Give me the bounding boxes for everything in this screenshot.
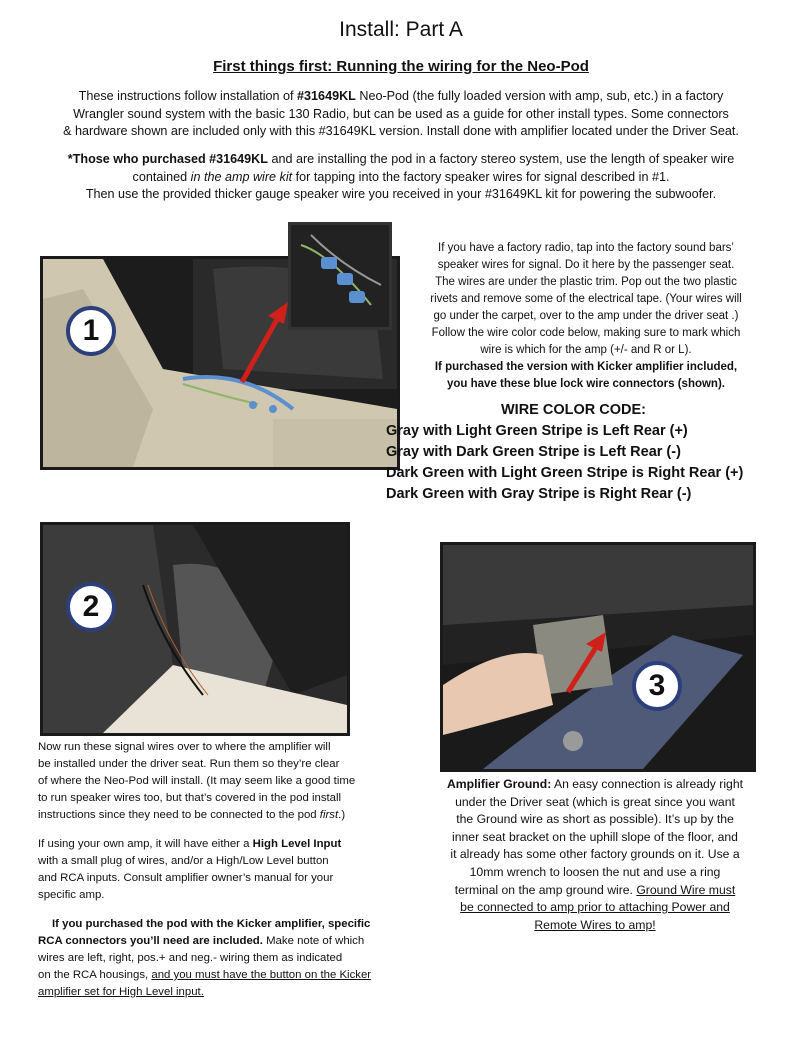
color-code-line: Dark Green with Gray Stripe is Right Rear (-): [386, 486, 692, 502]
page-title: Install: Part A: [339, 18, 463, 41]
photo-connectors-image: [291, 225, 389, 327]
intro-paragraph: These instructions follow installation of #31649KL Neo-Pod (the fully loaded version with amp, sub, etc.) in a factory Wrangler sound system with the basic 130 Radio, but can be used as a guide for other install types. Some connectors & hardware shown are included only with this #31649KL version. Install done with amplifier located under the Driver Seat.: [63, 89, 739, 138]
color-code-heading: WIRE COLOR CODE:: [501, 402, 646, 418]
step1-instructions: If you have a factory radio, tap into the factory sound bars’ speaker wires for signal. Do it here by the passenger seat. The wires are under the plastic trim. Pop out the two plastic rivets and remove some of the electrical tape. (Your wires will go under the carpet, over to the amp under the driver seat .) Follow the wire color code below, making sure to mark which wire is which for the amp (+/- and R or L). If purchased the version with Kicker amplifier included, you have these blue lock wire connectors (shown).: [430, 242, 742, 390]
color-code-line: Gray with Dark Green Stripe is Left Rear (-): [386, 444, 681, 460]
step3-instructions: Amplifier Ground: An easy connection is already right under the Driver seat (which is great since you want the Ground wire as short as possible). It’s up by the inner seat bracket on the uphill slope of the floor, and it already has some other factory grounds on it. Use a 10mm wrench to loosen the nut and use a ring terminal on the amp ground wire. Ground Wire must be connected to amp prior to attaching Power and Remote Wires to amp!: [446, 777, 743, 932]
wire-color-code: [386, 400, 796, 505]
purchase-note: *Those who purchased #31649KL and are installing the pod in a factory stereo system, use the length of speaker wire contained in the amp wire kit for tapping into the factory speaker wires for signal described in #1. Then use the provided thicker gauge speaker wire you received in your #31649KL kit for powering the subwoofer.: [67, 152, 735, 201]
red-arrow-step1: [236, 300, 296, 386]
red-arrow-step3: [562, 630, 612, 696]
step-1-badge: 1: [66, 306, 116, 356]
photo-connectors-inset: [288, 222, 392, 330]
page-subtitle: First things first: Running the wiring for the Neo-Pod: [213, 58, 589, 75]
step2-instructions: Now run these signal wires over to where the amplifier will be installed under the driver seat. Run them so they’re clear of where the Neo-Pod will install. (It may seem like a good time to run speaker wires too, but that’s covered in the pod install instructions since they need to be connected to the pod first.) If using your own amp, it will have either a High Level Input with a small plug of wires, and/or a High/Low Level button and RCA inputs. Consult amplifier owner’s manual for your specific amp. If you purchased the pod with the Kicker amplifier, specific RCA connectors you’ll need are included. Make note of which wires are left, right, pos.+ and neg.- wiring them as indicated on the RCA housings, and you must have the button on the Kicker amplifier set for High Level input.: [38, 741, 372, 998]
color-code-line: Dark Green with Light Green Stripe is Right Rear (+): [386, 465, 744, 481]
step-2-badge: 2: [66, 582, 116, 632]
step-3-badge: 3: [632, 661, 682, 711]
color-code-line: Gray with Light Green Stripe is Left Rear (+): [386, 423, 688, 439]
